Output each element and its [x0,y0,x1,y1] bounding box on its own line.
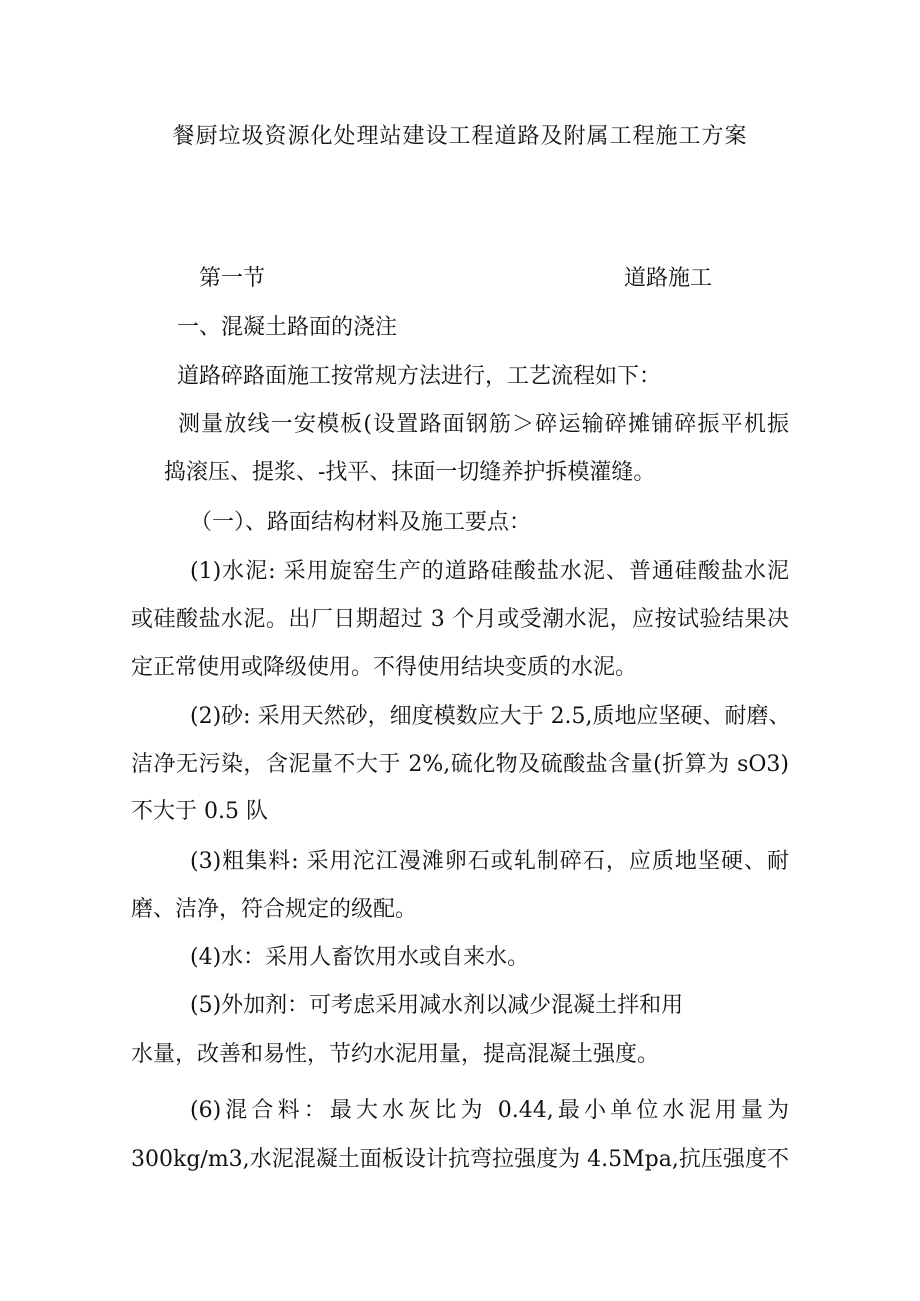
heading-concrete-pouring: 一、混凝土路面的浇注 [177,315,398,340]
paragraph-line: (3)粗集料: 采用沱江漫滩卵石或轧制碎石，应质地坚硬、耐 [190,849,789,874]
paragraph-line: 水量，改善和易性，节约水泥用量，提高混凝土强度。 [131,1042,660,1067]
paragraph-line: 磨、洁净，符合规定的级配。 [131,897,418,922]
paragraph-line: 道路碎路面施工按常规方法进行，工艺流程如下： [177,364,662,389]
document-title: 餐厨垃圾资源化处理站建设工程道路及附属工程施工方案 [172,124,748,149]
paragraph-line: (5)外加剂：可考虑采用减水剂以减少混凝土拌和用 [190,993,684,1018]
paragraph-line: 测量放线一安模板(设置路面钢筋＞碎运输碎摊铺碎振平机振 [178,412,789,437]
paragraph-line: (2)砂: 采用天然砂，细度模数应大于 2.5,质地应坚硬、耐磨、 [190,704,791,729]
paragraph-line: (1)水泥: 采用旋窑生产的道路硅酸盐水泥、普通硅酸盐水泥 [190,559,789,584]
paragraph-line: 不大于 0.5 队 [131,799,268,824]
paragraph-line: 或硅酸盐水泥。出厂日期超过 3 个月或受潮水泥，应按试验结果决 [131,607,789,632]
paragraph-line: (4)水：采用人畜饮用水或自来水。 [190,945,530,970]
subheading-materials: （一）、路面结构材料及施工要点： [190,510,532,535]
section-name: 道路施工 [624,266,713,291]
paragraph-line: (6)混合料：最大水灰比为 0.44,最小单位水泥用量为 [190,1098,789,1123]
paragraph-line: 洁净无污染，含泥量不大于 2%,硫化物及硫酸盐含量(折算为 sO3) [131,752,789,777]
paragraph-line: 定正常使用或降级使用。不得使用结块变质的水泥。 [131,655,638,680]
paragraph-line: 捣滚压、提浆、-找平、抹面一切缝养护拆模灌缝。 [164,460,656,485]
section-number: 第一节 [199,266,266,291]
paragraph-line: 300kg∕m3,水泥混凝土面板设计抗弯拉强度为 4.5Mpa,抗压强度不 [131,1147,789,1172]
